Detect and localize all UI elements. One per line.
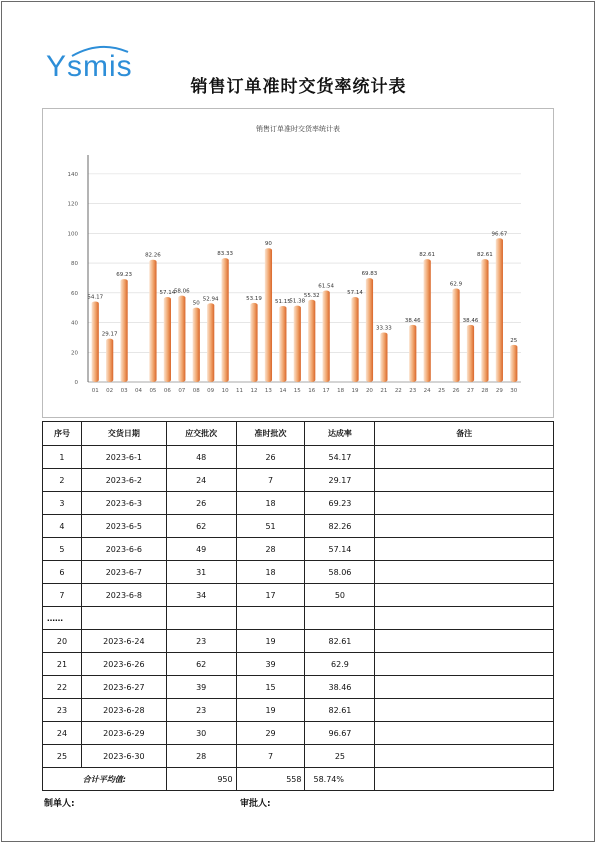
cell-remark	[375, 630, 554, 653]
cell-ontime: 51	[236, 515, 305, 538]
cell-rate: 82.61	[305, 630, 375, 653]
cell-rate: 54.17	[305, 446, 375, 469]
bar-07	[178, 296, 185, 382]
bar-02	[106, 339, 113, 382]
cell-index: 20	[43, 630, 82, 653]
cell-rate: 25	[305, 745, 375, 768]
bar-14	[279, 306, 286, 382]
y-tick-label: 120	[67, 201, 78, 208]
cell-ontime: 17	[236, 584, 305, 607]
cell-due: 31	[166, 561, 236, 584]
cell-date: 2023-6-30	[81, 745, 166, 768]
ellipsis-row	[43, 607, 554, 630]
bar-05	[149, 260, 156, 382]
table-cell	[236, 607, 305, 630]
bar-27	[467, 325, 474, 382]
cell-date: 2023-6-6	[81, 538, 166, 561]
data-label: 25	[510, 337, 518, 344]
bar-30	[510, 345, 517, 382]
data-label: 50	[192, 300, 200, 307]
table-row	[43, 469, 554, 492]
table-header-row	[43, 422, 554, 446]
total-rate: 58.74%	[305, 768, 375, 791]
data-label: 82.61	[477, 252, 493, 259]
y-tick-label: 100	[67, 231, 78, 238]
data-label: 90	[264, 241, 272, 248]
x-tick-label: 10	[221, 388, 229, 394]
cell-rate: 69.23	[305, 492, 375, 515]
cell-date: 2023-6-1	[81, 446, 166, 469]
cell-due: 23	[166, 699, 236, 722]
x-tick-label: 08	[192, 388, 200, 394]
total-due: 950	[166, 768, 236, 791]
y-tick-label: 40	[71, 320, 78, 327]
cell-date: 2023-6-26	[81, 653, 166, 676]
cell-date: 2023-6-5	[81, 515, 166, 538]
x-tick-label: 14	[279, 388, 287, 394]
ellipsis-cell: ……	[43, 607, 82, 630]
bar-chart	[43, 109, 553, 417]
cell-index: 23	[43, 699, 82, 722]
cell-due: 49	[166, 538, 236, 561]
cell-date: 2023-6-24	[81, 630, 166, 653]
data-label: 61.54	[318, 283, 335, 290]
bar-12	[250, 303, 257, 382]
total-label: 合计平均值:	[43, 768, 167, 791]
cell-index: 2	[43, 469, 82, 492]
data-label: 69.23	[116, 272, 132, 279]
bar-23	[409, 325, 416, 382]
chart-title: 销售订单准时交货率统计表	[256, 125, 340, 133]
cell-remark	[375, 515, 554, 538]
y-tick-label: 20	[71, 350, 78, 357]
header-index: 序号	[43, 422, 82, 446]
data-label: 55.32	[303, 292, 320, 299]
cell-remark	[375, 653, 554, 676]
data-label: 52.94	[202, 296, 219, 303]
cell-remark	[375, 538, 554, 561]
chart-container	[42, 108, 554, 418]
cell-ontime: 7	[236, 745, 305, 768]
x-tick-label: 29	[495, 388, 503, 394]
cell-rate: 50	[305, 584, 375, 607]
table-row	[43, 722, 554, 745]
data-label: 38.46	[404, 317, 421, 324]
cell-ontime: 28	[236, 538, 305, 561]
x-tick-label: 02	[106, 388, 114, 394]
table-row	[43, 745, 554, 768]
cell-ontime: 26	[236, 446, 305, 469]
cell-rate: 57.14	[305, 538, 375, 561]
cell-rate: 29.17	[305, 469, 375, 492]
table-cell	[81, 607, 166, 630]
cell-rate: 96.67	[305, 722, 375, 745]
bar-24	[424, 259, 431, 382]
cell-rate: 38.46	[305, 676, 375, 699]
data-label: 82.26	[145, 252, 161, 259]
bar-20	[366, 278, 373, 382]
maker-label: 制单人:	[44, 799, 75, 809]
bar-08	[193, 308, 200, 382]
bar-17	[323, 291, 330, 382]
cell-ontime: 18	[236, 492, 305, 515]
data-label: 58.06	[173, 288, 190, 295]
bar-19	[351, 297, 358, 382]
y-tick-label: 140	[67, 171, 78, 178]
x-tick-label: 26	[452, 388, 460, 394]
cell-index: 21	[43, 653, 82, 676]
cell-ontime: 29	[236, 722, 305, 745]
cell-due: 30	[166, 722, 236, 745]
total-ontime: 558	[236, 768, 305, 791]
cell-date: 2023-6-2	[81, 469, 166, 492]
x-tick-label: 01	[91, 388, 99, 394]
report-title: 销售订单准时交货率统计表	[190, 77, 407, 97]
data-label: 96.67	[491, 231, 508, 238]
cell-due: 48	[166, 446, 236, 469]
cell-due: 62	[166, 653, 236, 676]
table-cell	[166, 607, 236, 630]
header-due: 应交批次	[166, 422, 236, 446]
x-tick-label: 22	[394, 388, 402, 394]
bar-09	[207, 303, 214, 382]
cell-index: 5	[43, 538, 82, 561]
bar-16	[308, 300, 315, 382]
x-tick-label: 30	[510, 388, 518, 394]
x-tick-label: 12	[250, 388, 258, 394]
y-tick-label: 60	[71, 290, 78, 297]
cell-remark	[375, 676, 554, 699]
table-row	[43, 561, 554, 584]
bar-01	[92, 301, 99, 382]
cell-rate: 82.26	[305, 515, 375, 538]
x-tick-label: 27	[466, 388, 474, 394]
bar-21	[380, 332, 387, 382]
bar-28	[481, 259, 488, 382]
x-tick-label: 09	[207, 388, 215, 394]
total-row	[43, 768, 554, 791]
x-tick-label: 15	[293, 388, 301, 394]
x-tick-label: 17	[322, 388, 330, 394]
x-tick-label: 19	[351, 388, 359, 394]
cell-date: 2023-6-3	[81, 492, 166, 515]
cell-index: 1	[43, 446, 82, 469]
data-label: 57.14	[347, 290, 363, 297]
cell-remark	[375, 722, 554, 745]
x-tick-label: 23	[409, 388, 417, 394]
cell-index: 4	[43, 515, 82, 538]
cell-rate: 58.06	[305, 561, 375, 584]
cell-due: 23	[166, 630, 236, 653]
cell-due: 28	[166, 745, 236, 768]
data-label: 54.17	[87, 294, 104, 301]
cell-remark	[375, 446, 554, 469]
x-tick-label: 04	[135, 388, 143, 394]
x-tick-label: 20	[365, 388, 373, 394]
cell-index: 25	[43, 745, 82, 768]
table-row	[43, 538, 554, 561]
bar-06	[164, 297, 171, 382]
table-cell	[375, 607, 554, 630]
cell-ontime: 18	[236, 561, 305, 584]
table-row	[43, 630, 554, 653]
x-tick-label: 25	[438, 388, 446, 394]
cell-index: 24	[43, 722, 82, 745]
bar-13	[265, 248, 272, 382]
cell-date: 2023-6-7	[81, 561, 166, 584]
cell-ontime: 19	[236, 699, 305, 722]
cell-date: 2023-6-28	[81, 699, 166, 722]
cell-remark	[375, 492, 554, 515]
data-label: 29.17	[101, 331, 118, 338]
data-table	[42, 421, 554, 791]
header-ontime: 准时批次	[236, 422, 305, 446]
data-label: 82.61	[419, 252, 436, 259]
cell-remark	[375, 469, 554, 492]
cell-index: 6	[43, 561, 82, 584]
cell-date: 2023-6-29	[81, 722, 166, 745]
cell-date: 2023-6-8	[81, 584, 166, 607]
cell-ontime: 7	[236, 469, 305, 492]
cell-remark	[375, 561, 554, 584]
cell-date: 2023-6-27	[81, 676, 166, 699]
x-tick-label: 11	[236, 388, 244, 394]
company-logo: Ysmis	[46, 50, 133, 83]
table-row	[43, 653, 554, 676]
data-label: 62.9	[449, 281, 463, 288]
data-label: 57.14	[159, 290, 176, 297]
cell-rate: 62.9	[305, 653, 375, 676]
cell-due: 24	[166, 469, 236, 492]
cell-rate: 82.61	[305, 699, 375, 722]
x-tick-label: 07	[178, 388, 186, 394]
cell-due: 62	[166, 515, 236, 538]
reviewer-label: 审批人:	[240, 799, 271, 809]
cell-due: 34	[166, 584, 236, 607]
table-row	[43, 699, 554, 722]
bar-15	[294, 306, 301, 382]
data-label: 51.15	[274, 298, 291, 305]
table-cell	[305, 607, 375, 630]
bar-10	[222, 258, 229, 382]
cell-remark	[375, 699, 554, 722]
x-tick-label: 21	[380, 388, 388, 394]
cell-remark	[375, 584, 554, 607]
table-row	[43, 446, 554, 469]
table-row	[43, 515, 554, 538]
table-row	[43, 492, 554, 515]
data-label: 69.83	[361, 271, 378, 278]
x-tick-label: 24	[423, 388, 431, 394]
header-date: 交货日期	[81, 422, 166, 446]
cell-index: 3	[43, 492, 82, 515]
cell-ontime: 39	[236, 653, 305, 676]
x-tick-label: 18	[337, 388, 345, 394]
cell-due: 26	[166, 492, 236, 515]
bar-29	[496, 238, 503, 382]
header-rate: 达成率	[305, 422, 375, 446]
header-remark: 备注	[375, 422, 554, 446]
x-tick-label: 28	[481, 388, 489, 394]
data-label: 53.19	[246, 295, 262, 302]
table-cell	[375, 768, 554, 791]
data-label: 38.46	[462, 317, 479, 324]
x-tick-label: 03	[120, 388, 128, 394]
bar-03	[120, 279, 127, 382]
cell-index: 22	[43, 676, 82, 699]
data-label: 51.38	[289, 298, 306, 305]
bar-26	[452, 288, 459, 382]
cell-index: 7	[43, 584, 82, 607]
cell-remark	[375, 745, 554, 768]
table-row	[43, 676, 554, 699]
y-tick-label: 0	[74, 380, 78, 386]
x-tick-label: 05	[149, 388, 157, 394]
cell-due: 39	[166, 676, 236, 699]
x-tick-label: 06	[163, 388, 171, 394]
y-tick-label: 80	[71, 261, 78, 268]
data-label: 83.33	[217, 251, 233, 258]
x-tick-label: 13	[264, 388, 272, 394]
table-row	[43, 584, 554, 607]
cell-ontime: 15	[236, 676, 305, 699]
x-tick-label: 16	[308, 388, 316, 394]
cell-ontime: 19	[236, 630, 305, 653]
data-label: 33.33	[376, 325, 392, 332]
